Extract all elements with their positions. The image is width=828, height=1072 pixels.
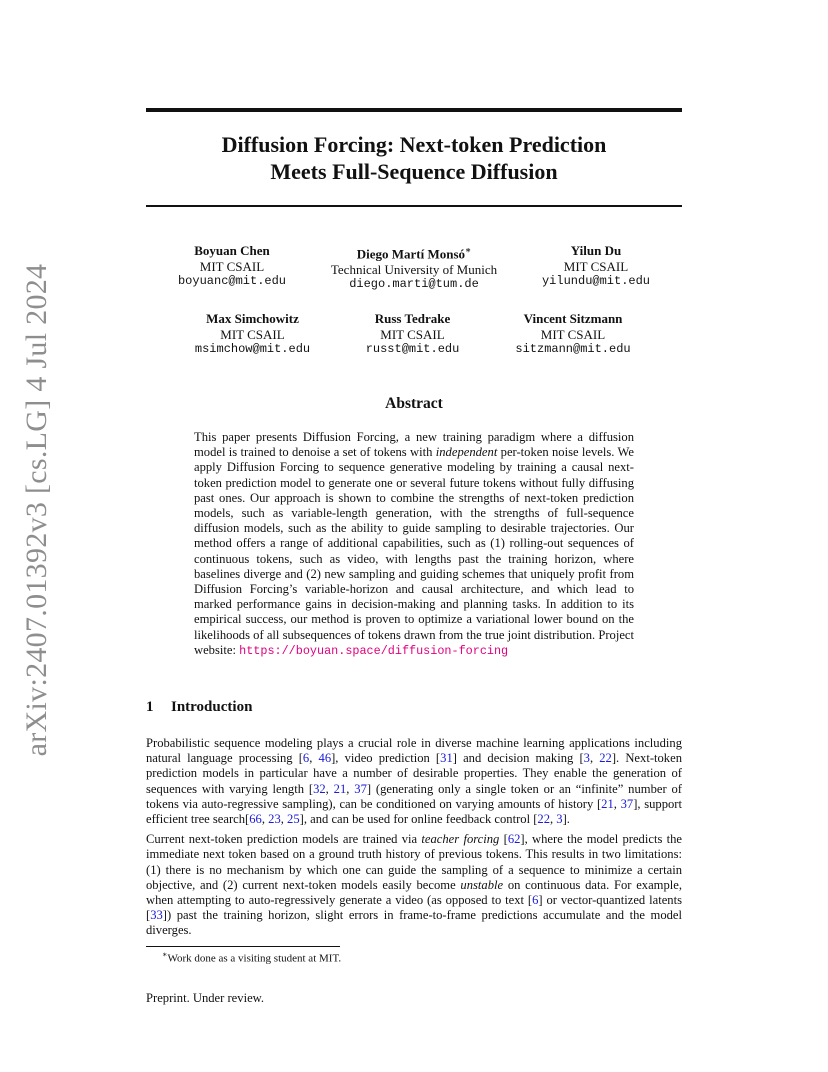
citation-link[interactable]: 31 (440, 751, 453, 766)
author-name: Russ Tedrake (374, 311, 451, 326)
citation-link[interactable]: 22 (599, 751, 612, 766)
author-affiliation: MIT CSAIL (199, 258, 265, 274)
author-name: Vincent Sitzmann (523, 311, 623, 326)
author-block (345, 311, 480, 358)
author-affiliation: MIT CSAIL (380, 326, 445, 342)
author-name: Max Simchowitz (206, 311, 299, 326)
author-block (480, 311, 666, 358)
abstract-heading: Abstract (385, 395, 443, 412)
footnote (162, 950, 341, 965)
citation-link[interactable]: 37 (354, 781, 367, 796)
author-affiliation: MIT CSAIL (220, 326, 285, 342)
author-email[interactable]: yilundu@mit.edu (541, 274, 651, 288)
arxiv-identifier: arXiv:2407.01392v3 [cs.LG] 4 Jul 2024 (20, 263, 53, 757)
footnote-rule (146, 946, 340, 947)
citation-link[interactable]: 21 (601, 796, 614, 811)
citation-link[interactable]: 32 (313, 781, 326, 796)
citation-link[interactable]: 3 (556, 812, 563, 827)
citation-link[interactable]: 25 (287, 812, 300, 827)
citation-link[interactable]: 3 (583, 751, 590, 766)
citation-link[interactable]: 6 (302, 751, 310, 766)
author-block (146, 243, 318, 293)
project-website-link[interactable]: https://boyuan.space/diffusion-forcing (239, 643, 509, 658)
footnote-marker: ∗ (162, 950, 168, 959)
citation-link[interactable]: 23 (268, 812, 281, 827)
author-block (318, 243, 510, 293)
citation-link[interactable]: 21 (333, 781, 347, 796)
author-email[interactable]: boyuanc@mit.edu (177, 274, 287, 288)
section-title: Introduction (171, 699, 253, 715)
title-bottom-rule (146, 205, 682, 207)
authors-row-2 (160, 311, 666, 358)
citation-link[interactable]: 37 (620, 796, 634, 811)
author-email[interactable]: msimchow@mit.edu (194, 342, 311, 356)
section-number: 1 (146, 699, 154, 715)
author-name: Boyuan Chen (194, 243, 270, 258)
author-email[interactable]: diego.marti@tum.de (349, 277, 479, 292)
footnote-text: Work done as a visiting student at MIT. (167, 952, 342, 965)
title-line-1: Diffusion Forcing: Next-token Prediction (221, 132, 607, 157)
preprint-notice: Preprint. Under review. (146, 991, 265, 1005)
title-top-rule (146, 108, 682, 112)
authors-row-1 (146, 243, 682, 293)
paper-title (146, 131, 682, 185)
author-name: Yilun Du (570, 243, 622, 258)
title-line-2: Meets Full-Sequence Diffusion (270, 159, 558, 184)
abstract-text: This paper presents Diffusion Forcing, a new training paradigm where a diffusion model is trained to denoise a set of tokens with independent per-token noise levels. We apply Diffusion Forcing to sequence generative modeling by training a causal next-token prediction model to generate one or several future tokens without fully diffusing past ones. Our approach is shown to combine the strengths of next-token prediction models, such as variable-length generation, with the strengths of full-sequence diffusion models, such as the ability to guide sampling to desirable trajectories. Our method offers a range of additional capabilities, such as (1) rolling-out sequences of continuous tokens, such as video, with lengths past the training horizon, where baselines diverge and (2) new sampling and guiding schemes that uniquely profit from Diffusion Forcing’s variable-horizon and causal architecture, and which lead to marked performance gains in decision-making and planning tasks. In addition to its empirical success, our method is proven to optimize a variational lower bound on the likelihoods of all subsequences of tokens drawn from the true joint distribution. Project website: https://boyuan.space/diffusion-forcing (194, 430, 634, 658)
citation-link[interactable]: 62 (507, 832, 521, 847)
author-block (510, 243, 682, 293)
paragraph: Current next-token prediction models are trained via teacher forcing [62], where the model predicts the immediate next token based on a ground truth history of previous tokens. This results in two limitations: (1) there is no mechanism by which one can guide the sampling of a sequence to minimize a certain objective, and (2) current next-token models easily become unstable on continuous data. For example, when attempting to auto-regressively generate a video (as opposed to text [6] or vector-quantized latents [33]) past the training horizon, slight errors in frame-to-frame predictions accumulate and the model diverges. (146, 832, 683, 938)
citation-link[interactable]: 46 (318, 751, 332, 766)
introduction-body (146, 736, 682, 944)
author-affiliation: MIT CSAIL (540, 326, 606, 342)
author-email[interactable]: russt@mit.edu (365, 342, 460, 356)
arxiv-side-stamp (12, 250, 62, 770)
author-block (160, 311, 345, 358)
footnote-marker: ∗ (465, 245, 472, 255)
citation-link[interactable]: 6 (532, 893, 539, 908)
citation-link[interactable]: 22 (537, 812, 550, 827)
citation-link[interactable]: 33 (150, 908, 163, 923)
author-name: Diego Martí Monsó∗ (356, 245, 472, 262)
author-email[interactable]: sitzmann@mit.edu (515, 342, 631, 356)
citation-link[interactable]: 66 (249, 812, 262, 827)
author-affiliation: Technical University of Munich (330, 261, 498, 277)
paragraph: Probabilistic sequence modeling plays a crucial role in diverse machine learning applications including natural language processing [6, 46], video prediction [31] and decision making [3, 22]. Next-token prediction models in particular have a number of desirable properties. They enable the generation of sequences with varying length [32, 21, 37] (generating only a single token or an “infinite” number of tokens via auto-regressive sampling), can be conditioned on varying amounts of history [21, 37], support efficient tree search[66, 23, 25], and can be used for online feedback control [22, 3]. (146, 736, 683, 827)
author-affiliation: MIT CSAIL (563, 258, 629, 274)
section-heading-introduction (146, 699, 252, 716)
